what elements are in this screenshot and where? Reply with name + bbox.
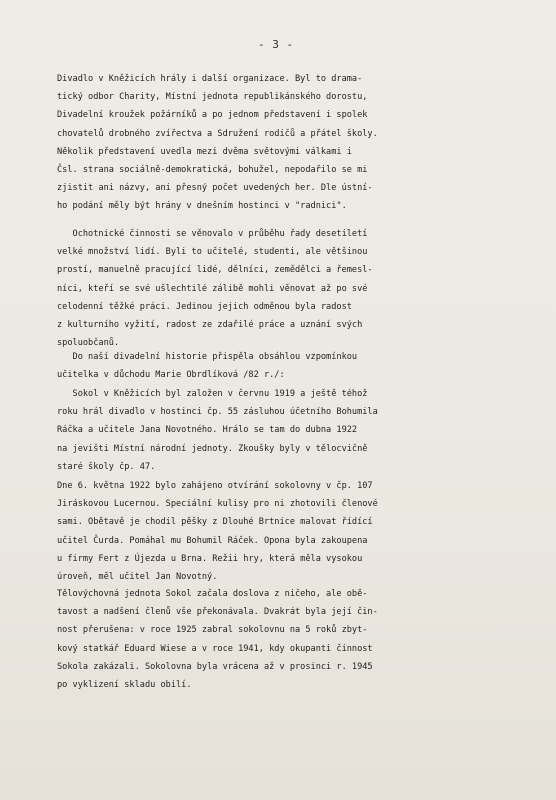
text-line: úroveň, měl učitel Jan Novotný.: [57, 572, 218, 583]
text-line: na jevišti Místní národní jednoty. Zkoušky byly v tělocvičně: [57, 443, 368, 454]
paragraph-memoir-intro: [57, 348, 527, 384]
paragraph-amateur-actors: [57, 225, 527, 352]
text-line: Ochotnické činnosti se věnovalo v průběhu řady desetiletí: [57, 229, 368, 239]
text-line: sami. Obětavě je chodil pěšky z Dlouhé Brtnice malovat řídící: [57, 517, 373, 528]
text-line: Jiráskovou Lucernou. Speciální kulisy pro ni zhotovili členové: [57, 499, 378, 510]
text-line: zjistit ani názvy, ani přesný počet uvedených her. Dle ústní-: [57, 183, 373, 194]
text-line: učitel Čurda. Pomáhal mu Bohumil Ráček. Opona byla zakoupena: [57, 535, 368, 546]
text-line: po vyklizení skladu obilí.: [57, 680, 192, 691]
text-line: Čsl. strana sociálně-demokratická, bohužel, nepodařilo se mi: [57, 165, 368, 176]
text-line: níci, kteří se své ušlechtilé zálibě mohli věnovat až po své: [57, 283, 368, 294]
text-line: Sokola zakázali. Sokolovna byla vrácena až v prosinci r. 1945: [57, 661, 373, 672]
page-number: - 3 -: [258, 38, 294, 51]
text-line: roku hrál divadlo v hostinci čp. 55 zásluhou účetního Bohumila: [57, 407, 378, 418]
text-line: tavost a nadšení členů vše překonávala. Dvakrát byla její čin-: [57, 607, 378, 618]
text-line: kový statkář Eduard Wiese a v roce 1941, kdy okupanti činnost: [57, 643, 373, 654]
text-line: nost přerušena: v roce 1925 zabral sokolovnu na 5 roků zbyt-: [57, 625, 368, 636]
text-line: Ráčka a učitele Jana Novotného. Hrálo se tam do dubna 1922: [57, 425, 358, 436]
text-line: spoluobčanů.: [57, 338, 120, 349]
text-line: celodenní těžké práci. Jedinou jejich odměnou byla radost: [57, 301, 352, 312]
text-line: Divadlo v Kněžicích hrály i další organizace. Byl to drama-: [57, 74, 363, 84]
text-line: z kulturního vyžití, radost ze zdařilé práce a uznání svých: [57, 320, 363, 331]
paragraph-sokol-founding: [57, 385, 527, 476]
text-line: Tělovýchovná jednota Sokol začala doslova z ničeho, ale obě-: [57, 589, 368, 599]
paragraph-sokolovna-opening: [57, 477, 527, 586]
text-line: staré školy čp. 47.: [57, 461, 156, 472]
text-line: Sokol v Kněžicích byl založen v červnu 1919 a ještě téhož: [57, 389, 368, 399]
text-line: Divadelní kroužek požárníků a po jednom představení i spolek: [57, 110, 368, 121]
text-line: Dne 6. května 1922 bylo zahájeno otvírání sokolovny v čp. 107: [57, 481, 373, 491]
text-line: Do naší divadelní historie přispěla obsáhlou vzpomínkou: [57, 352, 358, 362]
text-line: velké množství lidí. Byli to učitelé, studenti, ale většinou: [57, 247, 368, 258]
text-line: u firmy Fert z Újezda u Brna. Režii hry, která měla vysokou: [57, 553, 363, 564]
text-line: tický odbor Charity, Místní jednota republikánského dorostu,: [57, 92, 368, 103]
paragraph-sokol-interruptions: [57, 585, 527, 694]
paragraph-theatre-organizations: [57, 70, 527, 216]
text-line: chovatelů drobného zvířectva a Sdružení rodičů a přátel školy.: [57, 128, 378, 139]
text-line: učitelka v důchodu Marie Obrdlíková /82 r./:: [57, 370, 285, 381]
text-line: prostí, manuelně pracující lidé, dělníci, zemědělci a řemesl-: [57, 265, 373, 276]
text-line: ho podání měly být hrány v dnešním hostinci v "radnici".: [57, 201, 347, 212]
text-line: Několik představení uvedla mezi dvěma světovými válkami i: [57, 146, 352, 157]
